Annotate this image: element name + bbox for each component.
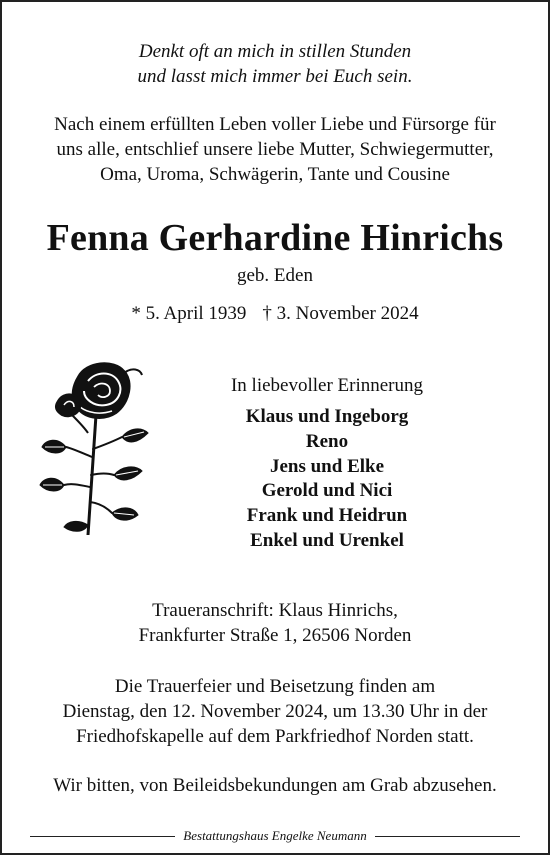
motto-line-2: und lasst mich immer bei Euch sein. xyxy=(137,66,413,87)
mourner-name: Enkel und Urenkel xyxy=(250,529,404,551)
footer xyxy=(30,825,520,847)
ceremony-line-2: Dienstag, den 12. November 2024, um 13.30 Uhr in der xyxy=(62,701,488,722)
mourner-name: Klaus und Ingeborg xyxy=(245,406,409,427)
rose-icon xyxy=(38,357,150,535)
memory-title: In liebevoller Erinnerung xyxy=(230,375,424,396)
deceased-name: Fenna Gerhardine Hinrichs xyxy=(46,217,504,259)
mourner-name: Gerold und Nici xyxy=(261,480,393,502)
intro-line-2: uns alle, entschlief unsere liebe Mutter, Schwiegermutter, xyxy=(56,139,494,160)
ceremony-line-3: Friedhofskapelle auf dem Parkfriedhof Norden statt. xyxy=(76,726,474,747)
birth-date: * 5. April 1939 xyxy=(131,303,247,324)
mourner-name: Jens und Elke xyxy=(269,455,385,477)
footer-rule-right xyxy=(375,836,520,837)
address-line-2: Frankfurter Straße 1, 26506 Norden xyxy=(138,625,412,646)
mourners-list xyxy=(152,405,502,554)
footer-rule-left xyxy=(30,836,175,837)
intro-text xyxy=(2,112,548,187)
death-date: † 3. November 2024 xyxy=(262,303,419,324)
life-dates xyxy=(2,301,548,327)
motto-line-1: Denkt oft an mich in stillen Stunden xyxy=(138,41,412,62)
ceremony-line-1: Die Trauerfeier und Beisetzung finden am xyxy=(114,676,436,697)
funeral-home-name: Bestattungshaus Engelke Neumann xyxy=(183,828,367,843)
mourner-name: Frank und Heidrun xyxy=(246,505,408,527)
mourner-name: Reno xyxy=(305,430,349,452)
ceremony-info xyxy=(2,674,548,749)
maiden-name: geb. Eden xyxy=(237,265,313,286)
intro-line-1: Nach einem erfüllten Leben voller Liebe und Fürsorge für xyxy=(54,114,496,135)
mourning-address xyxy=(2,598,548,648)
intro-line-3: Oma, Uroma, Schwägerin, Tante und Cousine xyxy=(100,164,450,185)
address-line-1: Traueranschrift: Klaus Hinrichs, xyxy=(152,600,398,621)
condolence-request: Wir bitten, von Beileidsbekundungen am Grab abzusehen. xyxy=(53,775,497,796)
motto xyxy=(2,39,548,89)
